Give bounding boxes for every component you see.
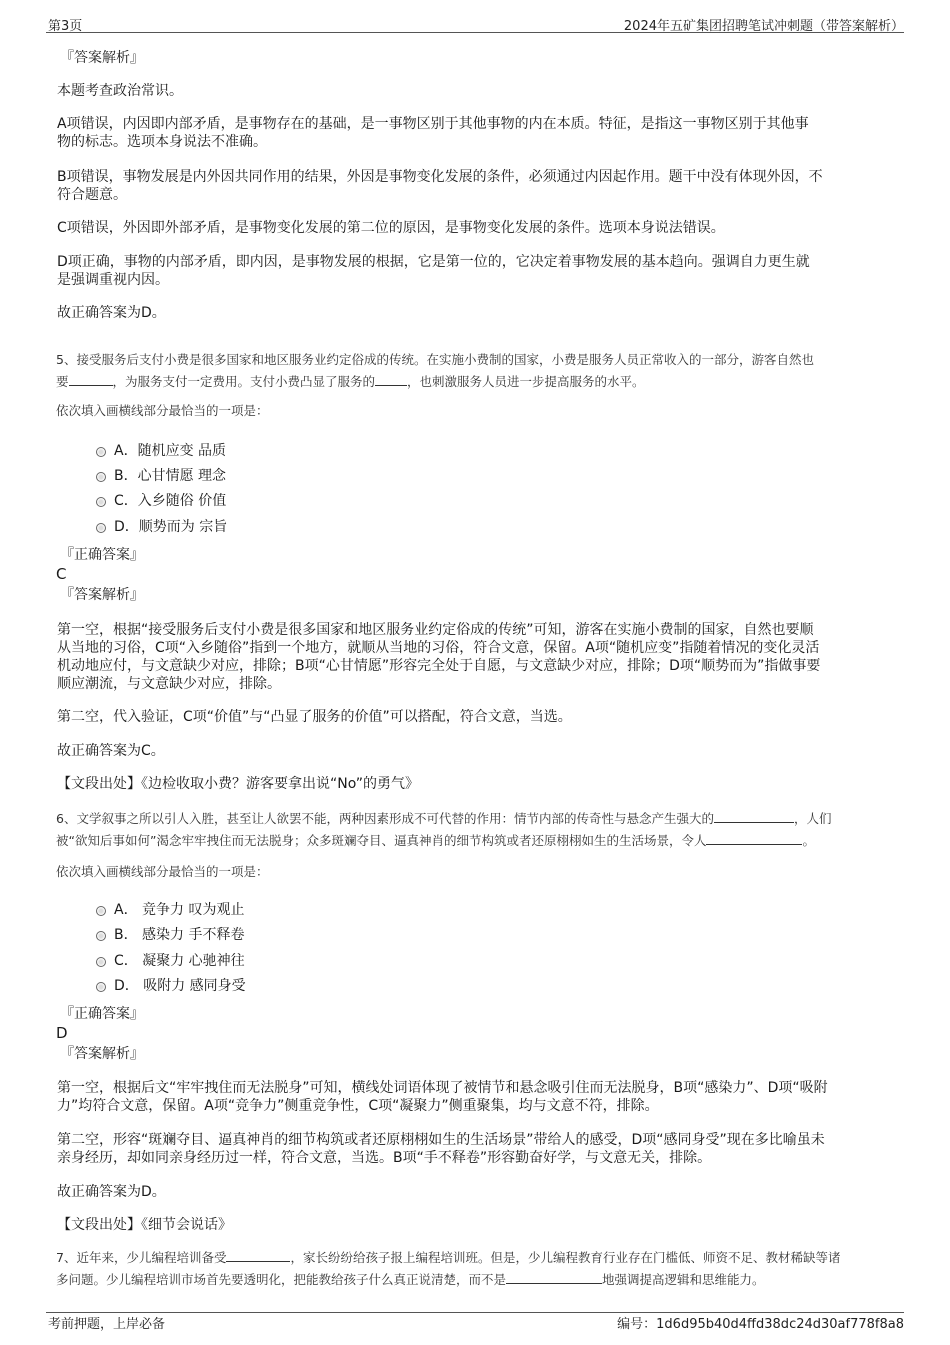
- question-stem: 5、接受服务后支付小费是很多国家和地区服务业约定俗成的传统。在实施小费制的国家，小费是服务人员正常收入的一部分，游客自然也 要 ，为服务支付一定费用。支付小费凸显了服务的 ，也刺激服务人员进一步提高服务的水平。: [56, 352, 814, 389]
- question-stem: 7、近年来，少儿编程培训备受 ，家长纷纷给孩子报上编程培训班。但是，少儿编程教育行业存在门槛低、师资不足、教材稀缺等诸 多问题。少儿编程培训市场首先要透明化，把能教给孩子什么真正说清楚，而不是 地强调提高逻辑和思维能力。: [56, 1250, 841, 1287]
- option-a[interactable]: A．随机应变 品质: [96, 442, 226, 460]
- radio-icon[interactable]: [96, 957, 106, 967]
- analysis-paragraph: 第二空，形容“斑斓夺目、逼真神肖的细节构筑或者还原栩栩如生的生活场景”带给人的感受，D项“感同身受”现在多比喻虽未 亲身经历，却如同亲身经历过一样，符合文意，当选。B项“手不释卷”形容勤奋好学，与文意无关，排除。: [57, 1132, 825, 1166]
- option-c[interactable]: C． 凝聚力 心驰神往: [96, 952, 245, 970]
- fill-blank: [714, 810, 794, 823]
- analysis-paragraph: C项错误，外因即外部矛盾，是事物变化发展的第二位的原因，是事物变化发展的条件。选项本身说法错误。: [57, 220, 725, 236]
- analysis-paragraph: 第一空，根据“接受服务后支付小费是很多国家和地区服务业约定俗成的传统”可知，游客在实施小费制的国家，自然也要顺 从当地的习俗，C项“入乡随俗”指到一个地方，就顺从当地的习俗，符合文意，保留。A项“随机应变”指随着情况的变化灵活 机动地应付，与文意缺少对应，排除；B项“心甘情愿”形容完全处于自愿，与文意缺少对应，排除；D项“顺势而为”指做事要 顺应潮流，与文意缺少对应，排除。: [57, 622, 821, 692]
- question-prompt: 依次填入画横线部分最恰当的一项是：: [56, 864, 269, 879]
- source-citation: 【文段出处】《边检收取小费？游客要拿出说“No”的勇气》: [57, 776, 420, 792]
- source-citation: 【文段出处】《细节会说话》: [57, 1217, 232, 1233]
- analysis-paragraph: A项错误，内因即内部矛盾，是事物存在的基础，是一事物区别于其他事物的内在本质。特征，是指这一事物区别于其他事 物的标志。选项本身说法不准确。: [57, 116, 809, 150]
- radio-icon[interactable]: [96, 447, 106, 457]
- question-prompt: 依次填入画横线部分最恰当的一项是：: [56, 403, 269, 418]
- correct-answer-label: 『正确答案』: [60, 547, 144, 563]
- option-b[interactable]: B．心甘情愿 理念: [96, 467, 226, 485]
- fill-blank: [375, 373, 407, 386]
- analysis-conclusion: 故正确答案为C。: [57, 743, 165, 759]
- option-d[interactable]: D． 吸附力 感同身受: [96, 977, 246, 995]
- option-a[interactable]: A． 竞争力 叹为观止: [96, 901, 244, 919]
- fill-blank: [226, 1249, 290, 1262]
- correct-answer-value: D: [56, 1024, 68, 1042]
- fill-blank: [69, 373, 113, 386]
- header-divider: [46, 32, 904, 33]
- footer-slogan: 考前押题，上岸必备: [48, 1317, 166, 1332]
- radio-icon[interactable]: [96, 497, 106, 507]
- analysis-paragraph: 本题考查政治常识。: [57, 83, 183, 99]
- option-b[interactable]: B． 感染力 手不释卷: [96, 926, 245, 944]
- question-stem: 6、文学叙事之所以引人入胜，甚至让人欲罢不能，两种因素形成不可代替的作用：情节内部的传奇性与悬念产生强大的 ，人们 被“欲知后事如何”渴念牢牢拽住而无法脱身；众多斑斓夺目、逼真神肖的细节构筑或者还原栩栩如生的生活场景，令人 。: [56, 811, 832, 848]
- fill-blank: [706, 832, 802, 845]
- analysis-conclusion: 故正确答案为D。: [57, 305, 166, 321]
- analysis-paragraph: B项错误，事物发展是内外因共同作用的结果，外因是事物变化发展的条件，必须通过内因起作用。题干中没有体现外因，不 符合题意。: [57, 169, 823, 203]
- page-header: [48, 12, 904, 34]
- analysis-paragraph: 第一空，根据后文“牢牢拽住而无法脱身”可知，横线处词语体现了被情节和悬念吸引住而无法脱身，B项“感染力”、D项“吸附 力”均符合文意，保留。A项“竞争力”侧重竞争性，C项“凝聚力”侧重聚集，均与文意不符，排除。: [57, 1080, 828, 1114]
- option-d[interactable]: D．顺势而为 宗旨: [96, 518, 227, 536]
- analysis-label: 『答案解析』: [60, 1046, 144, 1062]
- correct-answer-label: 『正确答案』: [60, 1006, 144, 1022]
- radio-icon[interactable]: [96, 472, 106, 482]
- correct-answer-value: C: [56, 565, 67, 583]
- radio-icon[interactable]: [96, 931, 106, 941]
- radio-icon[interactable]: [96, 982, 106, 992]
- page-number: 第3页: [48, 19, 83, 34]
- analysis-paragraph: D项正确，事物的内部矛盾，即内因，是事物发展的根据，它是第一位的，它决定着事物发展的基本趋向。强调自力更生就 是强调重视内因。: [57, 254, 810, 288]
- document-id: 编号：1d6d95b40d4ffd38dc24d30af778f8a8: [617, 1317, 904, 1332]
- radio-icon[interactable]: [96, 906, 106, 916]
- radio-icon[interactable]: [96, 523, 106, 533]
- analysis-label: 『答案解析』: [60, 587, 144, 603]
- fill-blank: [506, 1271, 602, 1284]
- option-c[interactable]: C．入乡随俗 价值: [96, 492, 226, 510]
- analysis-label: 『答案解析』: [60, 50, 144, 66]
- analysis-conclusion: 故正确答案为D。: [57, 1184, 166, 1200]
- document-title: 2024年五矿集团招聘笔试冲刺题（带答案解析）: [623, 19, 904, 34]
- analysis-paragraph: 第二空，代入验证，C项“价值”与“凸显了服务的价值”可以搭配，符合文意，当选。: [57, 709, 572, 725]
